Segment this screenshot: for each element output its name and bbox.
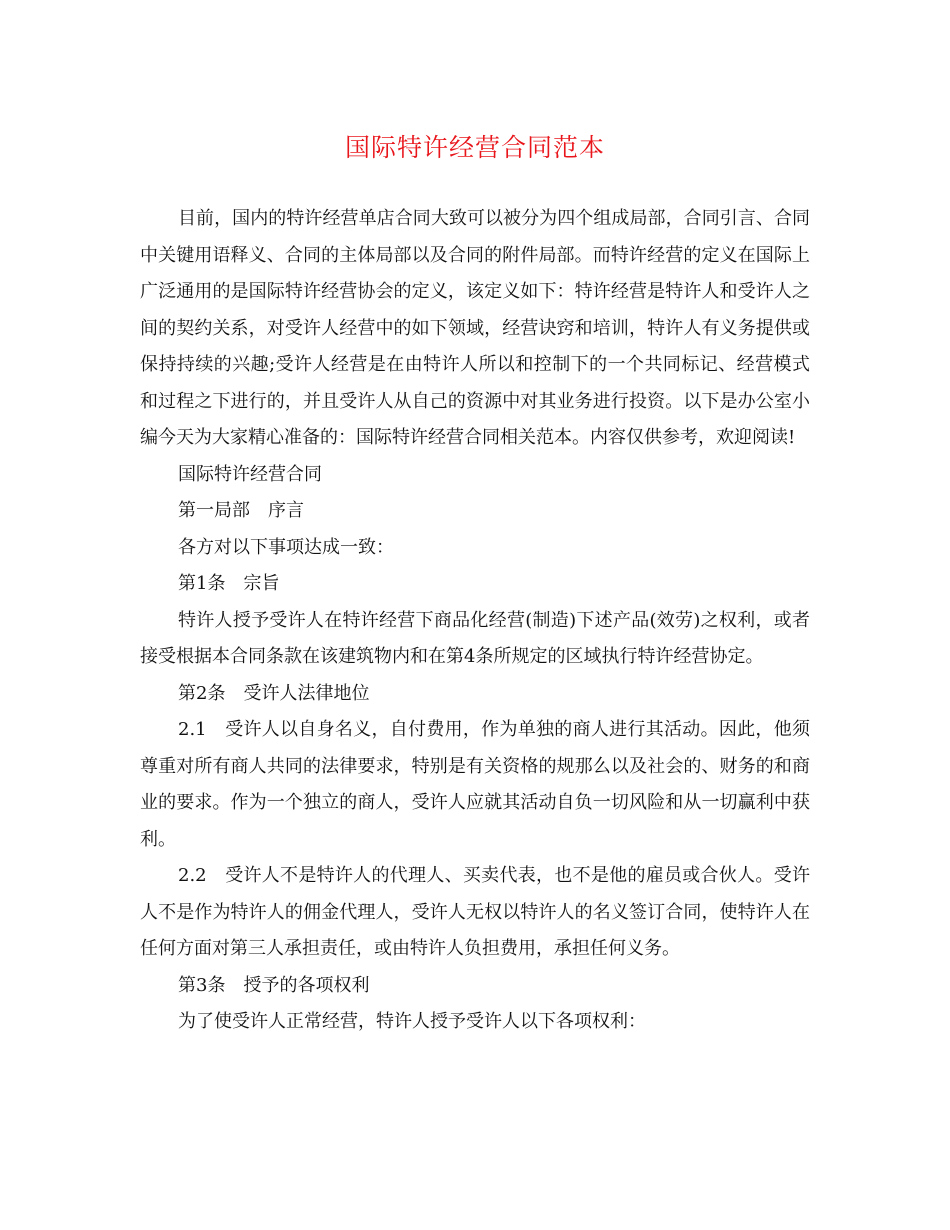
intro-paragraph: 目前，国内的特许经营单店合同大致可以被分为四个组成局部，合同引言、合同中关键用语释义、合同的主体局部以及合同的附件局部。而特许经营的定义在国际上广泛通用的是国际特许经营协会的定义，该定义如下：特许经营是特许人和受许人之间的契约关系，对受许人经营中的如下领域，经营诀窍和培训，特许人有义务提供或保持持续的兴趣;受许人经营是在由特许人所以和控制下的一个共同标记、经营模式和过程之下进行的，并且受许人从自己的资源中对其业务进行投资。以下是办公室小编今天为大家精心准备的：国际特许经营合同相关范本。内容仅供参考，欢迎阅读! (140, 208, 810, 448)
article-3-text: 为了使受许人正常经营，特许人授予受许人以下各项权利： (178, 1011, 646, 1032)
agreement-statement: 各方对以下事项达成一致： (178, 536, 394, 558)
article-1-heading: 第1条 宗旨 (178, 573, 280, 594)
clause-2-1: 2.1 受许人以自身名义，自付费用，作为单独的商人进行其活动。因此，他须尊重对所有商人共同的法律要求，特别是有关资格的规那么以及社会的、财务的和商业的要求。作为一个独立的商人，受许人应就其活动自负一切风险和从一切赢利中获利。 (140, 719, 810, 850)
article-1-text: 特许人授予受许人在特许经营下商品化经营(制造)下述产品(效劳)之权利，或者接受根据本合同条款在该建筑物内和在第4条所规定的区域执行特许经营协定。 (140, 609, 810, 667)
clause-2-2: 2.2 受许人不是特许人的代理人、买卖代表，也不是他的雇员或合伙人。受许人不是作为特许人的佣金代理人，受许人无权以特许人的名义签订合同，使特许人在任何方面对第三人承担责任，或由特许人负担费用，承担任何义务。 (140, 865, 810, 959)
document-body (140, 201, 810, 1041)
document-title: 国际特许经营合同范本 (344, 133, 605, 162)
part-one-heading: 第一局部 序言 (178, 500, 304, 521)
contract-heading: 国际特许经营合同 (178, 463, 322, 485)
article-3-heading: 第3条 授予的各项权利 (178, 974, 370, 996)
article-2-heading: 第2条 受许人法律地位 (178, 682, 370, 704)
